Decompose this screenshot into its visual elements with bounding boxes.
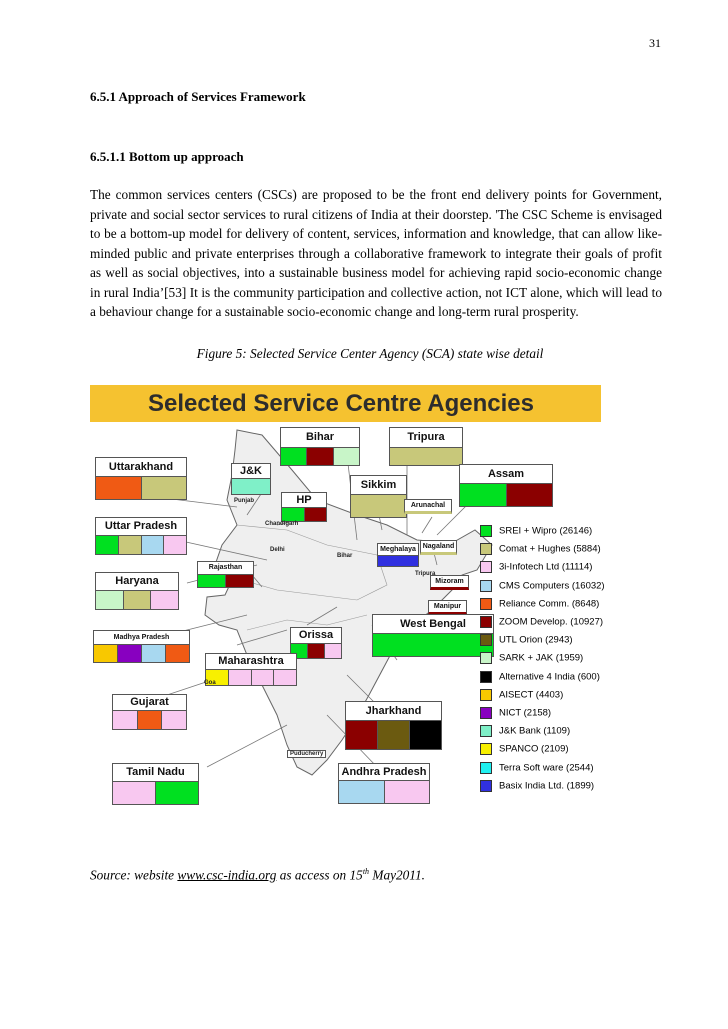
agency-color-cell (113, 711, 138, 729)
agency-color-cell (118, 645, 142, 662)
state-name: Madhya Pradesh (113, 634, 170, 641)
legend-swatch (480, 762, 492, 774)
agency-color-cell (346, 721, 378, 749)
state-name: West Bengal (400, 618, 466, 630)
agency-color-cell (119, 536, 142, 554)
section-heading: 6.5.1 Approach of Services Framework (90, 89, 306, 104)
agency-color-cell (351, 495, 406, 517)
legend-label: SPANCO (2109) (499, 743, 569, 755)
state-name: Uttar Pradesh (104, 520, 178, 532)
agency-color-cell (252, 670, 275, 685)
body-paragraph: The common services centers (CSCs) are proposed to be the front end delivery points for Government, private and social sector services to rural citizens of India at their doorstep. 'The CSC Scheme is envisaged to be a bottom-up model for delivery of content, services, information and knowledge, that can allow like-minded public and private enterprises through a collaborative framework to integrate their goals of profit as well as social objectives, into a sustainable business model for achieving rapid socio-economic change in rural India’[53] It is the community participation and collective action, not ICT alone, which will lead to a behaviour change for a sustainable socio-economic change and long-term rural prosperity. (90, 187, 662, 319)
map-label-punjab: Punjab (234, 498, 255, 504)
legend-swatch (480, 580, 492, 592)
agency-color-cell (232, 479, 270, 494)
legend-label: NICT (2158) (499, 707, 552, 719)
agency-color-cell (94, 645, 118, 662)
state-name: Arunachal (410, 502, 446, 509)
map-label-chandigarh: Chandigarh (265, 521, 299, 527)
legend-label: UTL Orion (2943) (499, 634, 573, 646)
legend-swatch (480, 634, 492, 646)
agency-color-cells (282, 507, 326, 521)
agency-color-cells (460, 483, 552, 506)
agency-color-cell (226, 575, 253, 587)
legend-swatch (480, 561, 492, 573)
legend-swatch (480, 671, 492, 683)
legend-swatch (480, 616, 492, 628)
legend-item (480, 689, 563, 701)
figure-title: Selected Service Centre Agencies (90, 385, 601, 422)
map-label-goa: Goa (204, 680, 216, 686)
state-name: HP (296, 494, 312, 506)
agency-color-cells (351, 494, 406, 517)
legend-item (480, 525, 592, 537)
legend-label: AISECT (4403) (499, 689, 564, 701)
legend-item (480, 671, 600, 683)
agency-color-cell (142, 645, 166, 662)
state-box-sikkim (350, 475, 407, 518)
agency-color-cell (308, 644, 325, 658)
agency-color-cells (378, 555, 418, 566)
state-name: Maharashtra (218, 655, 284, 667)
agency-color-cell (507, 484, 553, 506)
source-suffix: May2011. (369, 867, 425, 883)
agency-color-cell (410, 721, 441, 749)
state-box-rajasthan (197, 561, 254, 588)
agency-color-cell (162, 711, 186, 729)
agency-color-cell (151, 591, 178, 609)
state-name: Uttarakhand (108, 461, 174, 473)
legend-item (480, 616, 603, 628)
state-name: Orissa (298, 629, 334, 641)
source-link[interactable]: www.csc-india.org (177, 867, 277, 883)
agency-color-cell (164, 536, 186, 554)
legend-label: ZOOM Develop. (10927) (499, 616, 604, 628)
agency-color-cell (325, 644, 341, 658)
agency-color-cells (94, 644, 189, 662)
state-box-west-bengal (372, 614, 494, 657)
agency-color-cell (124, 591, 152, 609)
figure-caption: Figure 5: Selected Service Center Agency (SCA) state wise detail (196, 346, 544, 361)
legend-item (480, 652, 583, 664)
agency-color-cell (142, 477, 187, 499)
page-number: 31 (649, 36, 661, 50)
agency-color-cell (378, 556, 418, 566)
agency-color-cells (373, 633, 493, 656)
map-label-bihar: Bihar (337, 553, 353, 559)
legend-swatch (480, 598, 492, 610)
agency-color-cells (113, 710, 186, 729)
map-label-delhi: Delhi (270, 547, 285, 553)
state-box-manipur (428, 600, 467, 615)
state-box-nagaland (420, 540, 457, 555)
state-box-bihar (280, 427, 360, 466)
state-name: Sikkim (360, 479, 397, 491)
legend-label: SARK + JAK (1959) (499, 652, 584, 664)
agency-color-cell (378, 721, 410, 749)
source-middle: as access on 15 (276, 867, 363, 883)
agency-color-cells (96, 590, 178, 609)
agency-color-cell (274, 670, 296, 685)
legend-item (480, 743, 569, 755)
legend-label: Terra Soft ware (2544) (499, 762, 594, 774)
state-box-maharashtra (205, 653, 297, 686)
legend-label: Basix India Ltd. (1899) (499, 780, 595, 792)
legend-label: J&K Bank (1109) (499, 725, 571, 737)
legend-item (480, 780, 594, 792)
source-prefix: Source: website (90, 867, 178, 883)
legend-swatch (480, 543, 492, 555)
agency-color-cell (113, 782, 156, 804)
agency-color-cells (96, 476, 186, 499)
state-box-madhya-pradesh (93, 630, 190, 663)
legend-label: Comat + Hughes (5884) (499, 543, 601, 555)
legend-label: CMS Computers (16032) (499, 580, 605, 592)
agency-color-cell (198, 575, 226, 587)
state-box-tamil-nadu (112, 763, 199, 805)
state-name: Meghalaya (380, 546, 416, 553)
state-box-uttarakhand (95, 457, 187, 500)
agency-color-cell (460, 484, 507, 506)
state-box-uttar-pradesh (95, 517, 187, 555)
agency-color-cell (334, 448, 359, 465)
state-name: Jharkhand (365, 705, 422, 717)
agency-color-cells (113, 781, 198, 804)
state-name: Manipur (433, 603, 462, 610)
state-name: J&K (239, 465, 262, 477)
agency-color-cell (229, 670, 252, 685)
agency-color-cells (198, 574, 253, 587)
legend-item (480, 580, 605, 592)
legend-label: Reliance Comm. (8648) (499, 598, 600, 610)
state-box-hp (281, 492, 327, 522)
legend-label: 3i-Infotech Ltd (11114) (499, 561, 593, 573)
agency-color-cells (390, 447, 462, 465)
state-name: Tamil Nadu (126, 766, 185, 778)
state-name: Assam (487, 468, 525, 480)
agency-color-cells (206, 669, 296, 685)
agency-color-cell (156, 782, 198, 804)
legend-item (480, 707, 551, 719)
state-box-assam (459, 464, 553, 507)
state-name: Haryana (115, 575, 159, 587)
state-box-j-k (231, 463, 271, 495)
state-name: Tripura (407, 431, 445, 443)
agency-color-cell (96, 536, 119, 554)
legend-label: SREI + Wipro (26146) (499, 525, 593, 537)
source-sup: th (362, 867, 370, 876)
state-name: Nagaland (422, 543, 455, 550)
legend-swatch (480, 652, 492, 664)
agency-color-cell (138, 711, 163, 729)
legend-swatch (480, 707, 492, 719)
agency-color-cell (166, 645, 189, 662)
state-box-tripura (389, 427, 463, 466)
agency-color-cells (346, 720, 441, 749)
legend-item (480, 543, 601, 555)
state-box-gujarat (112, 694, 187, 730)
legend-item (480, 598, 599, 610)
legend-swatch (480, 780, 492, 792)
legend-item (480, 762, 594, 774)
state-box-jharkhand (345, 701, 442, 750)
state-box-mizoram (430, 575, 469, 590)
legend-swatch (480, 689, 492, 701)
legend-swatch (480, 725, 492, 737)
agency-color-cell (142, 536, 165, 554)
agency-color-cell (339, 781, 385, 803)
agency-color-cell (282, 508, 305, 521)
state-name: Andhra Pradesh (341, 766, 427, 778)
agency-color-cell (390, 448, 462, 465)
legend-item (480, 725, 570, 737)
state-name: Gujarat (130, 696, 169, 708)
legend-item (480, 634, 573, 646)
map-label-puducherry: Puducherry (287, 750, 326, 758)
agency-color-cells (281, 447, 359, 465)
state-box-arunachal (404, 499, 452, 514)
agency-color-cell (307, 448, 333, 465)
agency-color-cell (385, 781, 430, 803)
state-name: Rajasthan (208, 564, 243, 571)
agency-color-cell (96, 477, 142, 499)
state-box-orissa (290, 627, 342, 659)
legend-item (480, 561, 592, 573)
agency-color-cells (232, 478, 270, 494)
agency-color-cell (281, 448, 307, 465)
map-label-tripura: Tripura (415, 571, 436, 577)
state-box-haryana (95, 572, 179, 610)
agency-color-cell (373, 634, 493, 656)
state-box-meghalaya (377, 543, 419, 567)
state-name: Mizoram (435, 578, 464, 585)
state-box-andhra-pradesh (338, 763, 430, 804)
legend-swatch (480, 743, 492, 755)
legend-swatch (480, 525, 492, 537)
subsection-heading: 6.5.1.1 Bottom up approach (90, 149, 244, 164)
agency-color-cells (339, 780, 429, 803)
service-centre-agencies-figure (87, 375, 642, 807)
legend-label: Alternative 4 India (600) (499, 671, 600, 683)
state-name: Bihar (305, 431, 335, 443)
agency-color-cells (291, 643, 341, 658)
source-note (90, 867, 425, 883)
agency-color-cells (96, 535, 186, 554)
agency-color-cell (305, 508, 327, 521)
agency-color-cell (96, 591, 124, 609)
